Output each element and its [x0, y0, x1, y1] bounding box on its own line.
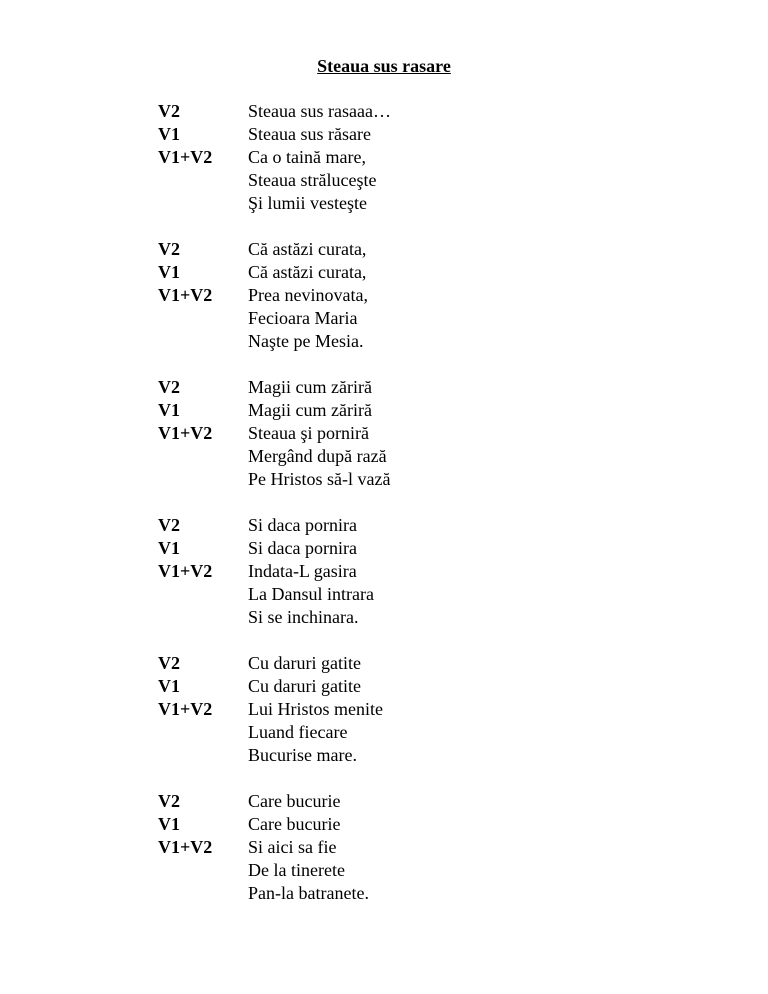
voice-label: V1	[158, 814, 180, 834]
lyric-text: Si daca pornira	[248, 538, 357, 558]
lyric-text: Steaua străluceşte	[248, 170, 377, 190]
lyric-text: La Dansul intrara	[248, 584, 374, 604]
lyric-line	[158, 537, 718, 560]
lyric-line	[158, 675, 718, 698]
voice-label: V2	[158, 515, 180, 535]
lyric-text: Steaua sus răsare	[248, 124, 371, 144]
lyric-line	[158, 169, 718, 192]
lyric-text: Care bucurie	[248, 791, 341, 811]
lyric-text: De la tinerete	[248, 860, 345, 880]
voice-label: V1	[158, 124, 180, 144]
voice-label: V1	[158, 400, 180, 420]
voice-label: V1+V2	[158, 561, 213, 581]
lyric-text: Fecioara Maria	[248, 308, 358, 328]
lyric-line	[158, 790, 718, 813]
voice-label: V2	[158, 653, 180, 673]
lyric-line	[158, 399, 718, 422]
lyric-line	[158, 261, 718, 284]
lyric-text: Ca o taină mare,	[248, 147, 366, 167]
voice-label: V2	[158, 377, 180, 397]
lyric-text: Steaua sus rasaaa…	[248, 101, 391, 121]
lyric-line	[158, 560, 718, 583]
lyric-text: Indata-L gasira	[248, 561, 357, 581]
voice-label: V1+V2	[158, 285, 213, 305]
lyric-text: Cu daruri gatite	[248, 653, 361, 673]
voice-label: V1+V2	[158, 699, 213, 719]
lyric-line	[158, 146, 718, 169]
lyric-text: Pe Hristos să-l vază	[248, 469, 391, 489]
stanza	[158, 100, 718, 215]
lyric-text: Magii cum zăriră	[248, 377, 372, 397]
lyric-text: Cu daruri gatite	[248, 676, 361, 696]
voice-label: V2	[158, 101, 180, 121]
lyric-text: Si se inchinara.	[248, 607, 359, 627]
lyric-text: Steaua şi porniră	[248, 423, 369, 443]
lyric-line	[158, 445, 718, 468]
lyric-line	[158, 123, 718, 146]
lyric-line	[158, 583, 718, 606]
lyric-text: Magii cum zăriră	[248, 400, 372, 420]
voice-label: V1+V2	[158, 423, 213, 443]
lyric-text: Naşte pe Mesia.	[248, 331, 364, 351]
lyric-line	[158, 468, 718, 491]
document-title: Steaua sus rasare	[317, 56, 451, 76]
stanza	[158, 238, 718, 353]
voice-label: V1	[158, 676, 180, 696]
lyric-text: Si aici sa fie	[248, 837, 337, 857]
lyrics-body	[158, 100, 718, 928]
stanza	[158, 790, 718, 905]
lyric-line	[158, 882, 718, 905]
lyric-line	[158, 422, 718, 445]
voice-label: V1	[158, 538, 180, 558]
lyric-text: Pan-la batranete.	[248, 883, 369, 903]
lyric-line	[158, 813, 718, 836]
voice-label: V1+V2	[158, 837, 213, 857]
lyric-line	[158, 744, 718, 767]
lyric-text: Luand fiecare	[248, 722, 348, 742]
lyric-line	[158, 376, 718, 399]
lyric-line	[158, 859, 718, 882]
lyric-text: Care bucurie	[248, 814, 341, 834]
lyric-line	[158, 836, 718, 859]
voice-label: V2	[158, 239, 180, 259]
lyric-text: Lui Hristos menite	[248, 699, 383, 719]
stanza	[158, 376, 718, 491]
lyric-text: Prea nevinovata,	[248, 285, 368, 305]
lyric-text: Că astăzi curata,	[248, 262, 367, 282]
voice-label: V2	[158, 791, 180, 811]
lyric-line	[158, 721, 718, 744]
lyric-line	[158, 652, 718, 675]
lyric-line	[158, 238, 718, 261]
lyric-line	[158, 514, 718, 537]
lyric-text: Si daca pornira	[248, 515, 357, 535]
lyric-text: Bucurise mare.	[248, 745, 357, 765]
stanza	[158, 514, 718, 629]
voice-label: V1+V2	[158, 147, 213, 167]
lyric-text: Că astăzi curata,	[248, 239, 367, 259]
lyric-line	[158, 100, 718, 123]
lyric-text: Şi lumii vesteşte	[248, 193, 367, 213]
lyric-line	[158, 307, 718, 330]
lyric-line	[158, 330, 718, 353]
lyric-line	[158, 606, 718, 629]
lyric-line	[158, 192, 718, 215]
lyric-line	[158, 284, 718, 307]
lyric-text: Mergând după rază	[248, 446, 387, 466]
voice-label: V1	[158, 262, 180, 282]
stanza	[158, 652, 718, 767]
lyric-line	[158, 698, 718, 721]
